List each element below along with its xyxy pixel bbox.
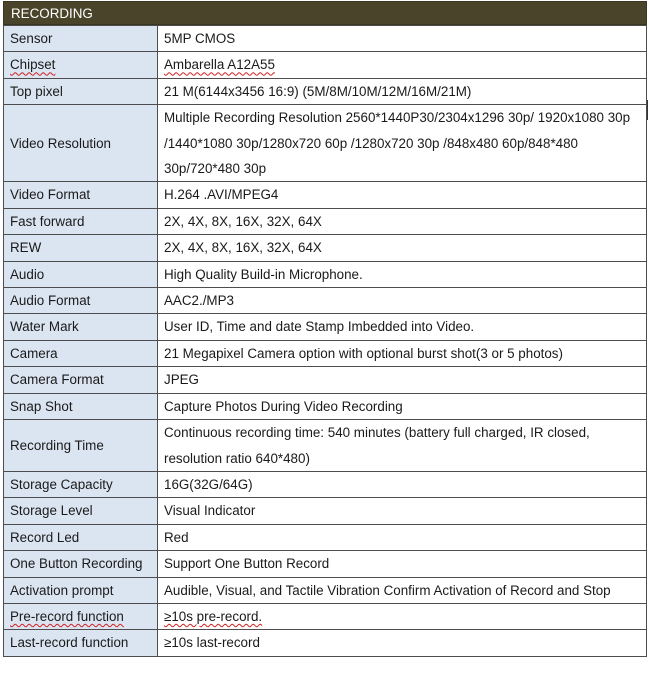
- table-row: [4, 551, 647, 577]
- row-label: Camera Format: [4, 367, 158, 393]
- row-value-text: ≥10s pre-record.: [164, 608, 263, 624]
- row-value: 21 M(6144x3456 16:9) (5M/8M/10M/12M/16M/21M): [158, 78, 647, 104]
- table-row: [4, 498, 647, 524]
- row-label: Audio Format: [4, 288, 158, 314]
- row-value: ≥10s last-record: [158, 630, 647, 656]
- row-label: Audio: [4, 261, 158, 287]
- row-label: Activation prompt: [4, 577, 158, 603]
- row-label: Storage Level: [4, 498, 158, 524]
- row-value: [158, 52, 647, 78]
- row-label: Video Format: [4, 182, 158, 208]
- row-label: REW: [4, 235, 158, 261]
- row-value: User ID, Time and date Stamp Imbedded into Video.: [158, 314, 647, 340]
- table-row: [4, 78, 647, 104]
- row-value: [158, 603, 647, 629]
- row-value: Support One Button Record: [158, 551, 647, 577]
- row-label: Storage Capacity: [4, 471, 158, 497]
- row-value: 2X, 4X, 8X, 16X, 32X, 64X: [158, 208, 647, 234]
- row-value: Red: [158, 524, 647, 550]
- row-label: [4, 52, 158, 78]
- row-value: 21 Megapixel Camera option with optional burst shot(3 or 5 photos): [158, 340, 647, 366]
- row-value-text: Ambarella A12A55: [164, 57, 275, 73]
- table-row: [4, 603, 647, 629]
- row-label: One Button Recording: [4, 551, 158, 577]
- row-label: [4, 603, 158, 629]
- row-label: Fast forward: [4, 208, 158, 234]
- table-row: [4, 26, 647, 52]
- row-value: Continuous recording time: 540 minutes (battery full charged, IR closed, resolution ratio 640*480): [158, 420, 647, 472]
- row-value: Visual Indicator: [158, 498, 647, 524]
- row-value: 16G(32G/64G): [158, 471, 647, 497]
- table-row: [4, 235, 647, 261]
- row-value: AAC2./MP3: [158, 288, 647, 314]
- table-row: [4, 261, 647, 287]
- table-row: [4, 105, 647, 182]
- row-label-text: Pre-record function: [10, 608, 124, 624]
- row-label: Last-record function: [4, 630, 158, 656]
- edge-mark: [647, 100, 648, 120]
- table-row: [4, 288, 647, 314]
- row-value: Capture Photos During Video Recording: [158, 393, 647, 419]
- row-value: Multiple Recording Resolution 2560*1440P30/2304x1296 30p/ 1920x1080 30p /1440*1080 30p/1280x720 60p /1280x720 30p /848x480 60p/848*480 30p/720*480 30p: [158, 105, 647, 182]
- row-label: Record Led: [4, 524, 158, 550]
- row-label: Top pixel: [4, 78, 158, 104]
- section-title: RECORDING: [3, 1, 647, 25]
- row-label: Water Mark: [4, 314, 158, 340]
- table-row: [4, 630, 647, 656]
- row-label: Camera: [4, 340, 158, 366]
- table-row: [4, 340, 647, 366]
- table-row: [4, 577, 647, 603]
- row-label: Recording Time: [4, 420, 158, 472]
- row-value: 2X, 4X, 8X, 16X, 32X, 64X: [158, 235, 647, 261]
- table-row: [4, 208, 647, 234]
- table-row: [4, 52, 647, 78]
- row-value: Audible, Visual, and Tactile Vibration Confirm Activation of Record and Stop: [158, 577, 647, 603]
- spec-sheet: [3, 1, 647, 657]
- table-row: [4, 182, 647, 208]
- row-label: Video Resolution: [4, 105, 158, 182]
- row-label-text: Chipset: [10, 57, 56, 73]
- row-label: Snap Shot: [4, 393, 158, 419]
- table-row: [4, 393, 647, 419]
- row-value: 5MP CMOS: [158, 26, 647, 52]
- spec-table: [3, 25, 647, 657]
- row-value: H.264 .AVI/MPEG4: [158, 182, 647, 208]
- row-value: High Quality Build-in Microphone.: [158, 261, 647, 287]
- table-row: [4, 524, 647, 550]
- table-row: [4, 471, 647, 497]
- table-row: [4, 420, 647, 472]
- row-value: JPEG: [158, 367, 647, 393]
- table-row: [4, 314, 647, 340]
- table-row: [4, 367, 647, 393]
- row-label: Sensor: [4, 26, 158, 52]
